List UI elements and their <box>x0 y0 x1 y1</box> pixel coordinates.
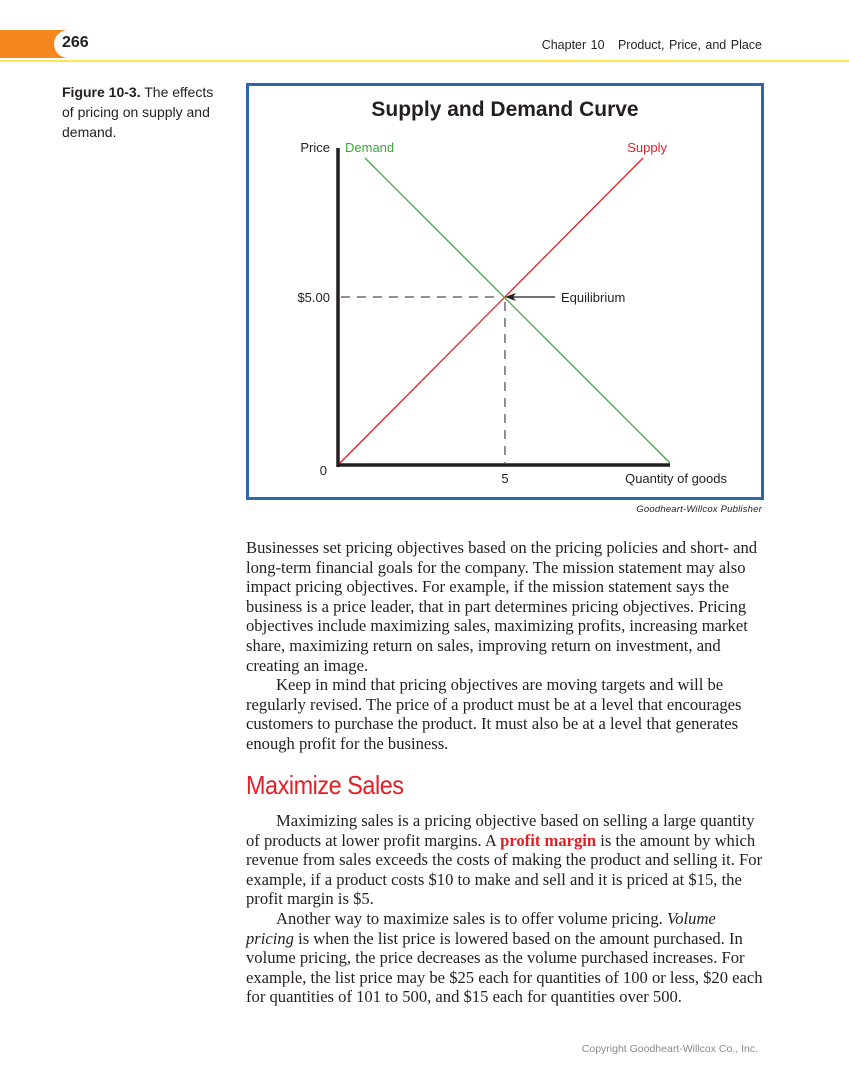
demand-label: Demand <box>345 140 395 155</box>
supply-label: Supply <box>627 140 667 155</box>
figure-label: Figure 10-3. <box>62 84 141 100</box>
header-rule <box>0 60 849 62</box>
supply-demand-chart <box>249 86 761 497</box>
origin-label: 0 <box>319 463 327 478</box>
key-term: profit margin <box>500 830 597 850</box>
equilibrium-label: Equilibrium <box>561 290 626 305</box>
quantity-tick-label: 5 <box>501 471 509 486</box>
supply-line <box>340 158 643 463</box>
figure-credit: Goodheart-Willcox Publisher <box>636 504 762 515</box>
price-tick-label: $5.00 <box>297 290 330 305</box>
italic-term: Volume pricing <box>246 908 716 948</box>
figure-box <box>246 83 764 500</box>
copyright-footer: Copyright Goodheart-Willcox Co., Inc. <box>581 1043 758 1055</box>
paragraph: Businesses set pricing objectives based on the pricing policies and short- and long-term financial goals for the company. The mission statement may also impact pricing objectives. For example, if the mission statement says the business is a price leader, that in part determines pricing objectives. Pricing objectives include maximizing sales, maximizing profits, increasing market share, maximizing return on sales, improving return on investment, and creating an image. <box>246 538 758 675</box>
body-text-block-1 <box>246 538 766 754</box>
paragraph: Another way to maximize sales is to offer volume pricing. Volume pricing is when the list price is lowered based on the amount purchased. In volume pricing, the price decreases as the volume purchased increases. For example, the list price may be $25 each for quantities of 100 or less, $20 each for quantities of 101 to 500, and $15 each for quantities over 500. <box>246 908 763 1007</box>
page-number: 266 <box>62 34 89 51</box>
section-heading: Maximize Sales <box>246 770 404 800</box>
running-head: Chapter 10 Product, Price, and Place <box>541 38 762 52</box>
y-axis-label: Price <box>300 140 330 155</box>
paragraph: Maximizing sales is a pricing objective based on selling a large quantity of products at lower profit margins. A profit margin is the amount by which revenue from sales exceeds the costs of making the product and selling it. For example, if a product costs $10 to make and sell and it is priced at $15, the profit margin is $5. <box>246 811 763 909</box>
chart-title: Supply and Demand Curve <box>371 98 639 121</box>
figure-caption <box>62 82 222 142</box>
figure-caption-text: The effects of pricing on supply and demand. <box>62 84 214 140</box>
body-text-block-2 <box>246 811 766 1007</box>
x-axis-label: Quantity of goods <box>625 471 727 486</box>
paragraph: Keep in mind that pricing objectives are moving targets and will be regularly revised. The price of a product must be at a level that encourages customers to purchase the product. It must also be at a level that generates enough profit for the business. <box>246 675 742 753</box>
demand-line <box>365 158 670 463</box>
